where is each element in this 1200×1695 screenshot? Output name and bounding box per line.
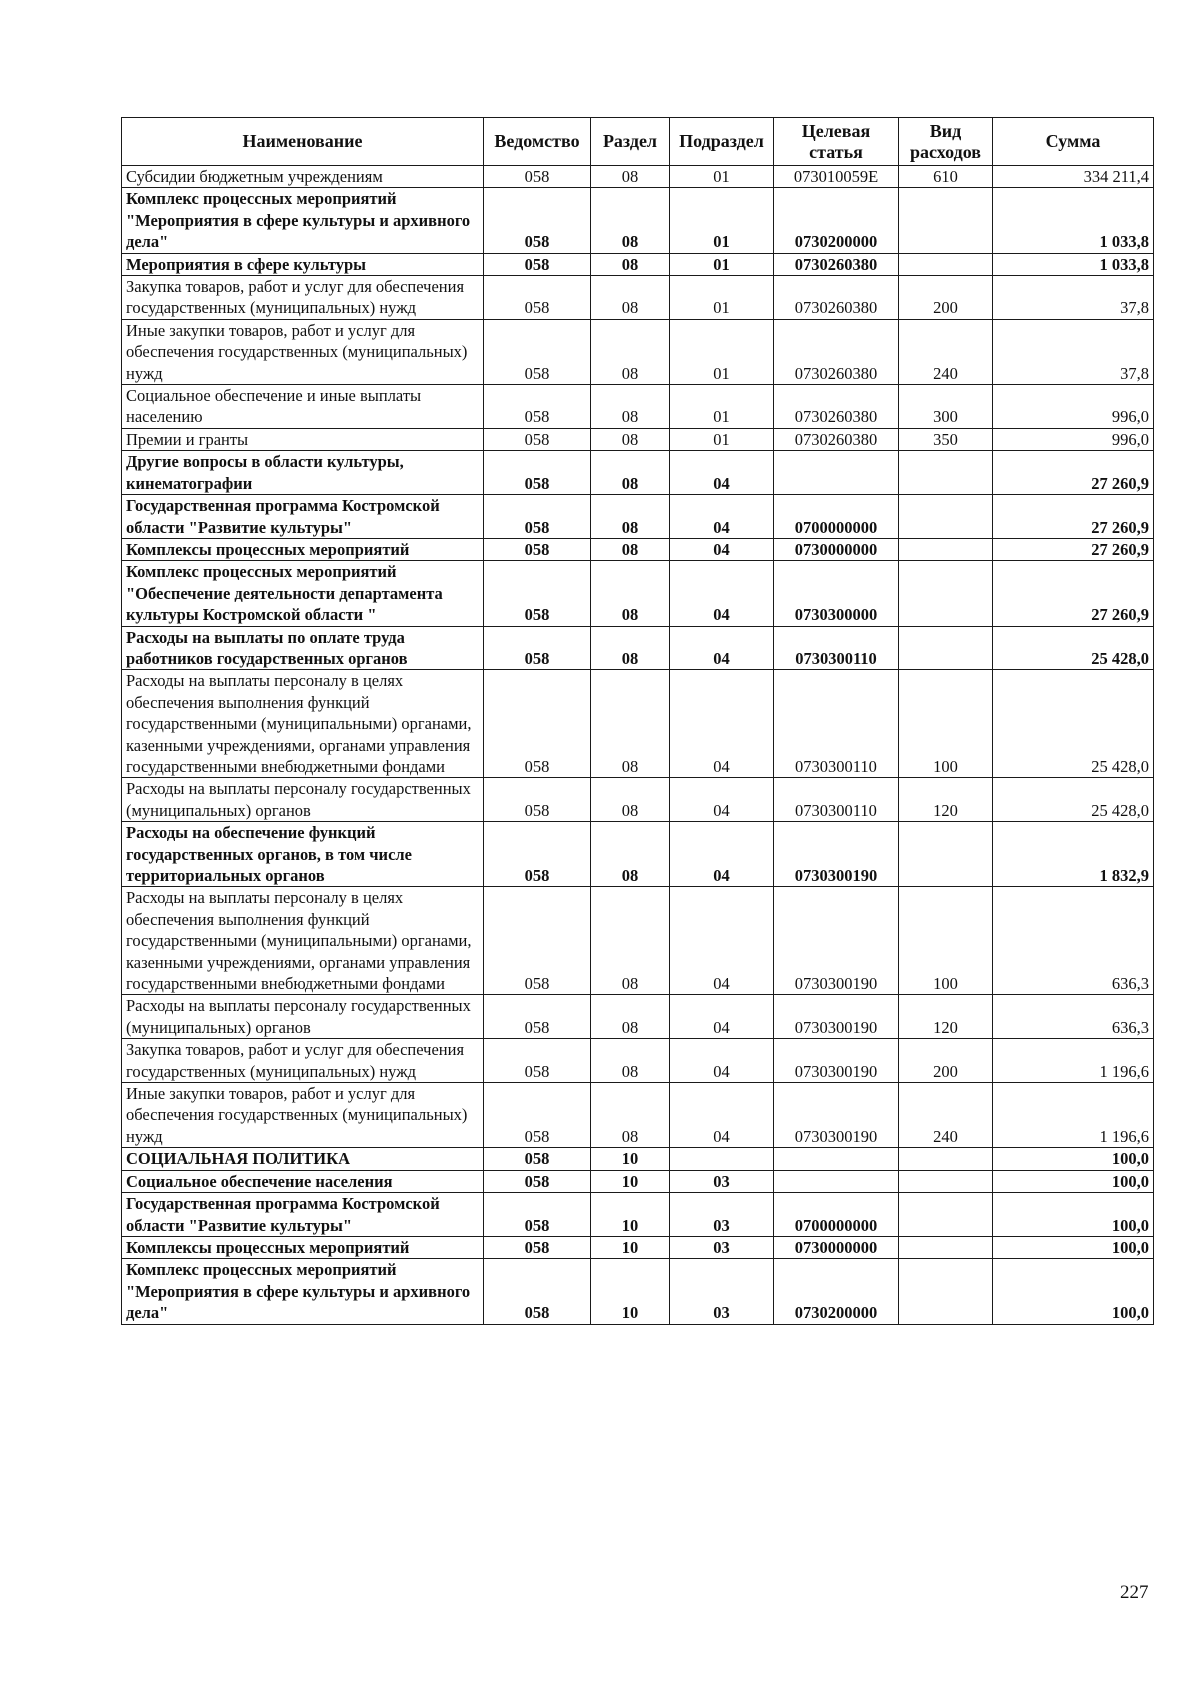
cell-amount: 1 196,6: [993, 1039, 1154, 1083]
cell-section: 08: [591, 538, 670, 560]
column-header-section: Раздел: [591, 118, 670, 166]
cell-target-item: 0730260380: [774, 276, 899, 320]
table-row: [122, 1083, 1154, 1148]
cell-target-item: 0730300190: [774, 1083, 899, 1148]
cell-name: Расходы на выплаты персоналу государственных (муниципальных) органов: [122, 995, 484, 1039]
table-row: [122, 1193, 1154, 1237]
cell-target-item: 0730300190: [774, 822, 899, 887]
cell-name: Государственная программа Костромской области "Развитие культуры": [122, 1193, 484, 1237]
table-row: [122, 538, 1154, 560]
cell-target-item: 0730260380: [774, 428, 899, 450]
cell-expense-type: [899, 1236, 993, 1258]
table-row: [122, 626, 1154, 670]
table-row: [122, 822, 1154, 887]
column-header-amount: Сумма: [993, 118, 1154, 166]
cell-name: Премии и гранты: [122, 428, 484, 450]
cell-name: СОЦИАЛЬНАЯ ПОЛИТИКА: [122, 1148, 484, 1170]
header-row: [122, 118, 1154, 166]
cell-name: Социальное обеспечение и иные выплаты населению: [122, 385, 484, 429]
cell-name: Субсидии бюджетным учреждениям: [122, 166, 484, 188]
column-header-name: Наименование: [122, 118, 484, 166]
table-row: [122, 495, 1154, 539]
table-row: [122, 319, 1154, 384]
table-row: [122, 561, 1154, 626]
table-header: [122, 118, 1154, 166]
cell-section: 08: [591, 822, 670, 887]
cell-name: Иные закупки товаров, работ и услуг для обеспечения государственных (муниципальных) нужд: [122, 319, 484, 384]
cell-subsection: 01: [670, 166, 774, 188]
cell-section: 08: [591, 166, 670, 188]
cell-expense-type: 120: [899, 778, 993, 822]
cell-name: Расходы на выплаты персоналу государственных (муниципальных) органов: [122, 778, 484, 822]
table-row: [122, 428, 1154, 450]
cell-department: 058: [484, 276, 591, 320]
cell-expense-type: 200: [899, 276, 993, 320]
cell-section: 08: [591, 188, 670, 253]
table-body: [122, 166, 1154, 1325]
cell-section: 08: [591, 1083, 670, 1148]
cell-amount: 996,0: [993, 385, 1154, 429]
cell-name: Иные закупки товаров, работ и услуг для обеспечения государственных (муниципальных) нужд: [122, 1083, 484, 1148]
cell-expense-type: 240: [899, 1083, 993, 1148]
cell-amount: 100,0: [993, 1236, 1154, 1258]
cell-expense-type: [899, 451, 993, 495]
cell-subsection: 04: [670, 626, 774, 670]
cell-amount: 100,0: [993, 1170, 1154, 1192]
cell-section: 08: [591, 319, 670, 384]
column-header-target-item: Целевая статья: [774, 118, 899, 166]
cell-amount: 636,3: [993, 887, 1154, 995]
cell-target-item: 0700000000: [774, 1193, 899, 1237]
cell-department: 058: [484, 822, 591, 887]
cell-target-item: 0730200000: [774, 1259, 899, 1324]
cell-subsection: 01: [670, 428, 774, 450]
cell-section: 10: [591, 1193, 670, 1237]
column-header-subsection: Подраздел: [670, 118, 774, 166]
cell-target-item: 0730300110: [774, 778, 899, 822]
cell-department: 058: [484, 626, 591, 670]
cell-department: 058: [484, 1259, 591, 1324]
cell-amount: 37,8: [993, 276, 1154, 320]
cell-department: 058: [484, 1236, 591, 1258]
cell-expense-type: 350: [899, 428, 993, 450]
cell-target-item: 0730260380: [774, 253, 899, 275]
cell-name: Комплекс процессных мероприятий "Мероприятия в сфере культуры и архивного дела": [122, 188, 484, 253]
cell-name: Государственная программа Костромской области "Развитие культуры": [122, 495, 484, 539]
cell-subsection: [670, 1148, 774, 1170]
table-row: [122, 778, 1154, 822]
cell-name: Комплексы процессных мероприятий: [122, 1236, 484, 1258]
cell-expense-type: 200: [899, 1039, 993, 1083]
cell-expense-type: [899, 1259, 993, 1324]
cell-section: 10: [591, 1236, 670, 1258]
cell-department: 058: [484, 495, 591, 539]
cell-target-item: 0730260380: [774, 319, 899, 384]
cell-target-item: 0730300190: [774, 887, 899, 995]
cell-expense-type: [899, 822, 993, 887]
table-row: [122, 670, 1154, 778]
cell-target-item: 0730000000: [774, 1236, 899, 1258]
cell-name: Комплексы процессных мероприятий: [122, 538, 484, 560]
cell-name: Расходы на выплаты персоналу в целях обеспечения выполнения функций государственными (муниципальными) органами, казенными учреждениями, органами управления государственными внебюджетными фондами: [122, 887, 484, 995]
cell-name: Комплекс процессных мероприятий "Обеспечение деятельности департамента культуры Костромской области ": [122, 561, 484, 626]
cell-subsection: 04: [670, 670, 774, 778]
cell-section: 08: [591, 887, 670, 995]
cell-name: Другие вопросы в области культуры, кинематографии: [122, 451, 484, 495]
cell-section: 08: [591, 385, 670, 429]
cell-target-item: 0730300190: [774, 995, 899, 1039]
table-row: [122, 887, 1154, 995]
cell-section: 08: [591, 778, 670, 822]
cell-expense-type: [899, 495, 993, 539]
cell-amount: 27 260,9: [993, 495, 1154, 539]
cell-subsection: 01: [670, 276, 774, 320]
table-row: [122, 166, 1154, 188]
cell-section: 08: [591, 428, 670, 450]
cell-department: 058: [484, 1193, 591, 1237]
cell-department: 058: [484, 188, 591, 253]
table-row: [122, 995, 1154, 1039]
cell-target-item: 0730260380: [774, 385, 899, 429]
table-row: [122, 1039, 1154, 1083]
cell-subsection: 04: [670, 995, 774, 1039]
cell-target-item: 0730300190: [774, 1039, 899, 1083]
cell-name: Закупка товаров, работ и услуг для обеспечения государственных (муниципальных) нужд: [122, 276, 484, 320]
column-header-expense-type: Вид расходов: [899, 118, 993, 166]
cell-amount: 27 260,9: [993, 538, 1154, 560]
cell-amount: 100,0: [993, 1148, 1154, 1170]
cell-section: 08: [591, 561, 670, 626]
cell-subsection: 01: [670, 385, 774, 429]
cell-amount: 1 033,8: [993, 253, 1154, 275]
cell-department: 058: [484, 1083, 591, 1148]
cell-amount: 100,0: [993, 1193, 1154, 1237]
cell-section: 08: [591, 495, 670, 539]
cell-section: 08: [591, 670, 670, 778]
cell-target-item: 0700000000: [774, 495, 899, 539]
cell-department: 058: [484, 538, 591, 560]
budget-table: [121, 117, 1154, 1325]
cell-subsection: 04: [670, 1083, 774, 1148]
cell-subsection: 04: [670, 561, 774, 626]
cell-department: 058: [484, 166, 591, 188]
table-row: [122, 385, 1154, 429]
cell-subsection: 01: [670, 188, 774, 253]
table-row: [122, 188, 1154, 253]
cell-amount: 37,8: [993, 319, 1154, 384]
table-row: [122, 1259, 1154, 1324]
cell-name: Мероприятия в сфере культуры: [122, 253, 484, 275]
cell-amount: 100,0: [993, 1259, 1154, 1324]
cell-section: 08: [591, 995, 670, 1039]
cell-amount: 1 832,9: [993, 822, 1154, 887]
cell-expense-type: [899, 1148, 993, 1170]
cell-department: 058: [484, 561, 591, 626]
cell-amount: 27 260,9: [993, 451, 1154, 495]
cell-expense-type: [899, 538, 993, 560]
cell-subsection: 04: [670, 822, 774, 887]
cell-subsection: 04: [670, 887, 774, 995]
column-header-department: Ведомство: [484, 118, 591, 166]
page-number: 227: [1120, 1582, 1149, 1603]
cell-section: 08: [591, 253, 670, 275]
cell-subsection: 03: [670, 1236, 774, 1258]
cell-target-item: 0730200000: [774, 188, 899, 253]
cell-target-item: [774, 1148, 899, 1170]
cell-name: Закупка товаров, работ и услуг для обеспечения государственных (муниципальных) нужд: [122, 1039, 484, 1083]
cell-name: Социальное обеспечение населения: [122, 1170, 484, 1192]
cell-name: Расходы на обеспечение функций государственных органов, в том числе территориальных органов: [122, 822, 484, 887]
cell-section: 08: [591, 626, 670, 670]
cell-expense-type: 240: [899, 319, 993, 384]
cell-expense-type: [899, 253, 993, 275]
cell-department: 058: [484, 670, 591, 778]
cell-expense-type: [899, 561, 993, 626]
cell-subsection: 03: [670, 1193, 774, 1237]
cell-amount: 25 428,0: [993, 626, 1154, 670]
cell-section: 08: [591, 451, 670, 495]
cell-amount: 996,0: [993, 428, 1154, 450]
table-row: [122, 1236, 1154, 1258]
cell-department: 058: [484, 778, 591, 822]
cell-department: 058: [484, 385, 591, 429]
cell-expense-type: [899, 188, 993, 253]
cell-department: 058: [484, 319, 591, 384]
table-row: [122, 1148, 1154, 1170]
cell-name: Расходы на выплаты по оплате труда работников государственных органов: [122, 626, 484, 670]
cell-expense-type: 300: [899, 385, 993, 429]
cell-section: 08: [591, 1039, 670, 1083]
cell-subsection: 01: [670, 319, 774, 384]
cell-department: 058: [484, 1039, 591, 1083]
cell-section: 10: [591, 1148, 670, 1170]
table-row: [122, 1170, 1154, 1192]
cell-subsection: 03: [670, 1259, 774, 1324]
table-row: [122, 451, 1154, 495]
cell-target-item: 0730300110: [774, 626, 899, 670]
cell-name: Расходы на выплаты персоналу в целях обеспечения выполнения функций государственными (муниципальными) органами, казенными учреждениями, органами управления государственными внебюджетными фондами: [122, 670, 484, 778]
cell-department: 058: [484, 451, 591, 495]
cell-department: 058: [484, 428, 591, 450]
cell-department: 058: [484, 1148, 591, 1170]
cell-target-item: 0730300110: [774, 670, 899, 778]
cell-amount: 27 260,9: [993, 561, 1154, 626]
cell-department: 058: [484, 995, 591, 1039]
cell-subsection: 04: [670, 1039, 774, 1083]
cell-section: 10: [591, 1170, 670, 1192]
cell-expense-type: [899, 626, 993, 670]
cell-department: 058: [484, 887, 591, 995]
cell-amount: 25 428,0: [993, 778, 1154, 822]
cell-target-item: [774, 451, 899, 495]
cell-subsection: 01: [670, 253, 774, 275]
cell-department: 058: [484, 253, 591, 275]
cell-target-item: 0730000000: [774, 538, 899, 560]
cell-subsection: 03: [670, 1170, 774, 1192]
cell-amount: 25 428,0: [993, 670, 1154, 778]
cell-amount: 1 033,8: [993, 188, 1154, 253]
cell-target-item: 0730300000: [774, 561, 899, 626]
cell-department: 058: [484, 1170, 591, 1192]
cell-subsection: 04: [670, 495, 774, 539]
cell-target-item: [774, 1170, 899, 1192]
table-row: [122, 253, 1154, 275]
cell-expense-type: [899, 1193, 993, 1237]
cell-section: 08: [591, 276, 670, 320]
cell-amount: 1 196,6: [993, 1083, 1154, 1148]
cell-amount: 636,3: [993, 995, 1154, 1039]
cell-expense-type: 120: [899, 995, 993, 1039]
cell-subsection: 04: [670, 451, 774, 495]
cell-expense-type: [899, 1170, 993, 1192]
cell-expense-type: 610: [899, 166, 993, 188]
cell-subsection: 04: [670, 778, 774, 822]
cell-expense-type: 100: [899, 670, 993, 778]
cell-expense-type: 100: [899, 887, 993, 995]
cell-target-item: 073010059Е: [774, 166, 899, 188]
cell-section: 10: [591, 1259, 670, 1324]
cell-name: Комплекс процессных мероприятий "Мероприятия в сфере культуры и архивного дела": [122, 1259, 484, 1324]
cell-subsection: 04: [670, 538, 774, 560]
table-row: [122, 276, 1154, 320]
cell-amount: 334 211,4: [993, 166, 1154, 188]
